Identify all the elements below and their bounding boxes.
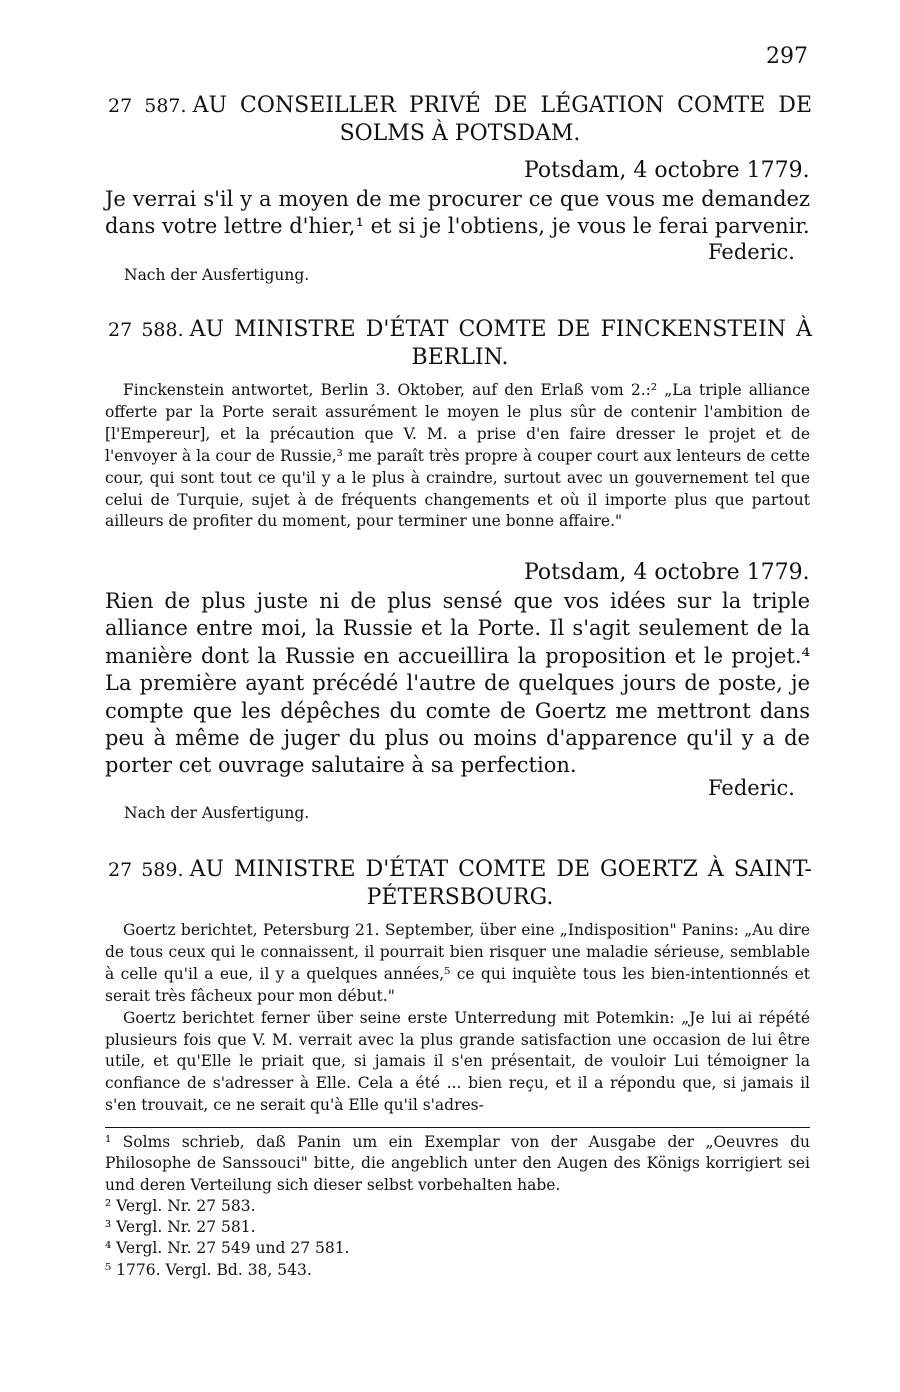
dateline: Potsdam, 4 octobre 1779. bbox=[524, 158, 810, 183]
report-summary bbox=[105, 380, 810, 533]
footnote: ⁵ 1776. Vergl. Bd. 38, 543. bbox=[105, 1260, 312, 1279]
letter-body: Je verrai s'il y a moyen de me procurer ce que vous me demandez dans votre lettre d'hier,¹ et si je l'obtiens, je vous le ferai parvenir. bbox=[105, 187, 810, 239]
signature: Federic. bbox=[708, 776, 795, 800]
entry-number: 27 587. bbox=[108, 95, 187, 117]
summary-paragraph: Goertz berichtet, Petersburg 21. September, über eine „Indisposition" Panins: „Au dire de tous ceux qui le connaissent, il pourrait bien risquer une maladie sérieuse, semblable à celle qu'il a eue, il y a quelques années,⁵ ce qui inquiète tous les bien-intentionnés et serait très fâcheux pour mon début." bbox=[105, 921, 810, 1005]
entry-number: 27 589. bbox=[108, 859, 184, 881]
footnote: ³ Vergl. Nr. 27 581. bbox=[105, 1218, 256, 1237]
dateline: Potsdam, 4 octobre 1779. bbox=[524, 560, 810, 585]
footnotes bbox=[105, 1132, 810, 1281]
entry-heading-27588 bbox=[108, 316, 812, 372]
signature: Federic. bbox=[708, 240, 795, 264]
entry-heading-27589 bbox=[108, 856, 812, 912]
footnote: ¹ Solms schrieb, daß Panin um ein Exemplar von der Ausgabe der „Oeuvres du Philosophe de Sanssouci" bitte, die angeblich unter den Augen des Königs korrigiert sei und deren Verteilung sich dieser selbst vorbehalten habe. bbox=[105, 1133, 810, 1194]
source-note: Nach der Ausfertigung. bbox=[124, 266, 310, 284]
summary-paragraph: Goertz berichtet ferner über seine erste Unterredung mit Potemkin: „Je lui ai répété plusieurs fois que V. M. verrait avec la plus grande satisfaction une occasion de lui être utile, et qu'Elle le priait que, si jamais il s'en présentait, de vouloir Lui témoigner la confiance de s'adresser à Elle. Cela a été ... bien reçu, et il a répondu que, si jamais il s'en trouvait, ce ne serait qu'à Elle qu'il s'adres- bbox=[105, 1008, 810, 1115]
entry-title: AU MINISTRE D'ÉTAT COMTE DE FINCKENSTEIN À BERLIN. bbox=[189, 317, 813, 370]
summary-paragraph: Finckenstein antwortet, Berlin 3. Oktober, auf den Erlaß vom 2.:² „La triple alliance offerte par la Porte serait assurément le moyen le plus sûr de contenir l'ambition de [l'Empereur], et la précaution que V. M. a prise d'en faire dresser le projet et de l'envoyer à la cour de Russie,³ me paraît très propre à couper court aux lenteurs de cette cour, qui sont tout ce qu'il y a le plus à craindre, surtout avec un gouvernement tel que celui de Turquie, sujet à de fréquents changements et où il importe plus que partout ailleurs de profiter du moment, pour terminer une bonne affaire." bbox=[105, 381, 810, 531]
footnote-divider bbox=[105, 1127, 810, 1128]
source-note: Nach der Ausfertigung. bbox=[124, 804, 310, 822]
footnote: ² Vergl. Nr. 27 583. bbox=[105, 1196, 256, 1215]
entry-title: AU CONSEILLER PRIVÉ DE LÉGATION COMTE DE SOLMS À POTSDAM. bbox=[192, 93, 813, 146]
footnote: ⁴ Vergl. Nr. 27 549 und 27 581. bbox=[105, 1239, 350, 1258]
letter-body: Rien de plus juste ni de plus sensé que vos idées sur la triple alliance entre moi, la Russie et la Porte. Il s'agit seulement de la manière dont la Russie en accueillira la proposition et le projet.⁴ La première ayant précédé l'autre de quelques jours de poste, je compte que les dépêches du comte de Goertz me mettront dans peu à même de juger du plus ou moins d'apparence qu'il y a de porter cet ouvrage salutaire à sa perfection. bbox=[105, 589, 810, 778]
entry-heading-27587 bbox=[108, 92, 812, 148]
entry-title: AU MINISTRE D'ÉTAT COMTE DE GOERTZ À SAINT-PÉTERSBOURG. bbox=[189, 857, 812, 910]
page-number: 297 bbox=[766, 44, 808, 69]
entry-number: 27 588. bbox=[108, 319, 184, 341]
report-summary bbox=[105, 920, 810, 1117]
